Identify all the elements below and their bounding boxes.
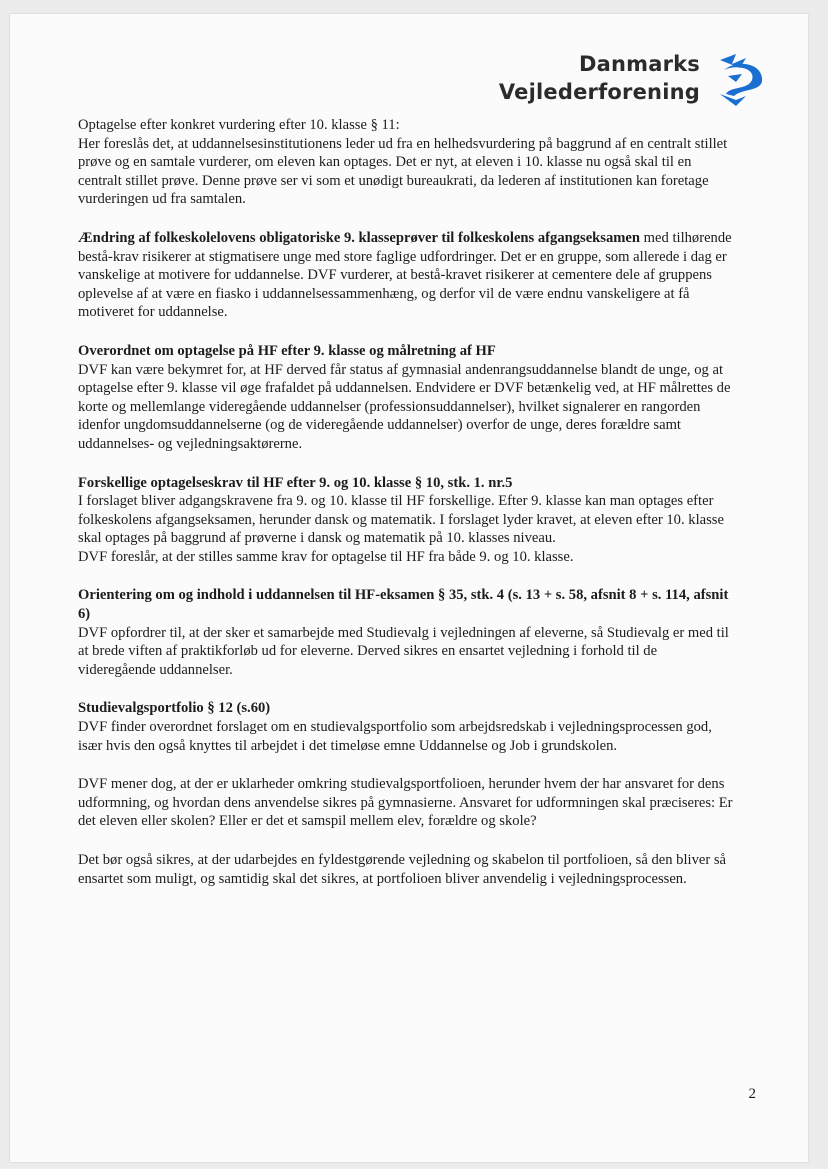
logo-line-1: Danmarks <box>578 52 700 76</box>
section-optagelseskrav <box>78 474 738 567</box>
letter-body <box>78 116 738 888</box>
section-1-title: Optagelse efter konkret vurdering efter 10. klasse § 11: <box>78 117 400 133</box>
portfolio-paragraph-2: Det bør også sikres, at der udarbejdes en fyldestgørende vejledning og skabelon til portfolioen, så den bliver så ensartet som muligt, og samtidig skal det sikres, at portfolioen bliver anvendelig i vejledningsprocessen. <box>78 852 727 887</box>
section-6-title: Studievalgsportfolio § 12 (s.60) <box>78 700 271 717</box>
section-5-paragraph: DVF opfordrer til, at der sker et samarbejde med Studievalg i vejledningen af eleverne, så Studievalg er med til at brede viften af praktikforløb ud for eleverne. Derved sikres en ensartet vejledning i forhold til de videregående uddannelser. <box>78 624 729 678</box>
section-folkeskole-afgangseksamen <box>78 229 738 322</box>
section-2-text: med tilhørende bestå-krav risikerer at stigmatisere unge med store faglige udfordringer. Det er en gruppe, som allerede i dag er vanskelige at motivere for uddannelse. DVF vurderer, at bestå-kravet risikerer at cementere dele af gruppens oplevelse af at være en fiasko i uddannelsessammenhæng, og derfor vil de være endnu vanskeligere at få motiveret for uddannelse. <box>78 229 732 321</box>
document-page <box>10 14 808 1162</box>
section-optagelse-10-klasse <box>78 116 738 209</box>
logo-text <box>499 50 700 106</box>
section-1-paragraph: Her foreslås det, at uddannelsesinstitutionens leder ud fra en helhedsvurdering på baggrund af en centralt stillet prøve og en samtale vurderer, om eleven kan optages. Det er nyt, at eleven i 10. klasse nu også skal til en centralt stillet prøve. Denne prøve ser vi som et unødigt bureaukrati, da lederen af institutionen kan foretage vurderingen ud fra samtalen. <box>78 135 728 208</box>
section-hf-9-klasse <box>78 342 738 454</box>
section-4-title: Forskellige optagelseskrav til HF efter 9. og 10. klasse § 10, stk. 1. nr.5 <box>78 474 513 491</box>
section-3-title: Overordnet om optagelse på HF efter 9. klasse og målretning af HF <box>78 342 496 359</box>
section-2-paragraph <box>78 229 738 322</box>
section-2-title: Ændring af folkeskolelovens obligatoriske 9. klasseprøver til folkeskolens afgangseksamen <box>78 229 641 246</box>
section-3-paragraph: DVF kan være bekymret for, at HF derved får status af gymnasial andenrangsuddannelse blandt de unge, og at optagelse efter 9. klasse vil øge frafaldet på uddannelsen. Endvidere er DVF betænkelig ved, at HF målrettes de korte og mellemlange videregående uddannelser (professionsuddannelser), hvilket signalerer en rangorden idenfor ungdomsuddannelserne (og de videregående uddannelser) overfor de unge, deres forældre samt uddannelses- og vejledningsaktørerne. <box>78 361 731 452</box>
section-4-paragraph-2: DVF foreslår, at der stilles samme krav for optagelse til HF fra både 9. og 10. klasse. <box>78 548 574 565</box>
section-5-title: Orientering om og indhold i uddannelsen til HF-eksamen § 35, stk. 4 (s. 13 + s. 58, afsnit 8 + s. 114, afsnit 6) <box>78 587 729 623</box>
section-studievalgsportfolio <box>78 699 738 755</box>
section-hf-eksamen <box>78 586 738 679</box>
section-6-paragraph: DVF finder overordnet forslaget om en studievalgsportfolio som arbejdsredskab i vejledningsprocessen god, især hvis den også knyttes til arbejdet i det timeløse emne Uddannelse og Job i grundskolen. <box>78 719 712 754</box>
dvf-logo <box>500 46 770 126</box>
logo-line-2: Vejlederforening <box>498 80 700 104</box>
logo-swirl-icon <box>706 46 770 110</box>
section-4-paragraph-1: I forslaget bliver adgangskravene fra 9. og 10. klasse til HF forskellige. Efter 9. klasse kan man optages efter folkeskolens afgangseksamen, herunder dansk og matematik. I forslaget lyder kravet, at eleven efter 10. klasse skal optages på baggrund af prøverne i dansk og matematik på 10. klasses niveau. <box>78 493 724 547</box>
page-number: 2 <box>748 1086 756 1102</box>
portfolio-paragraph-1: DVF mener dog, at der er uklarheder omkring studievalgsportfolioen, herunder hvem der har ansvaret for dens udformning, og hvordan dens anvendelse sikres på gymnasierne. Ansvaret for udformningen skal præciseres: Er det eleven eller skolen? Eller er det et samspil mellem elev, forældre og skole? <box>78 776 733 830</box>
